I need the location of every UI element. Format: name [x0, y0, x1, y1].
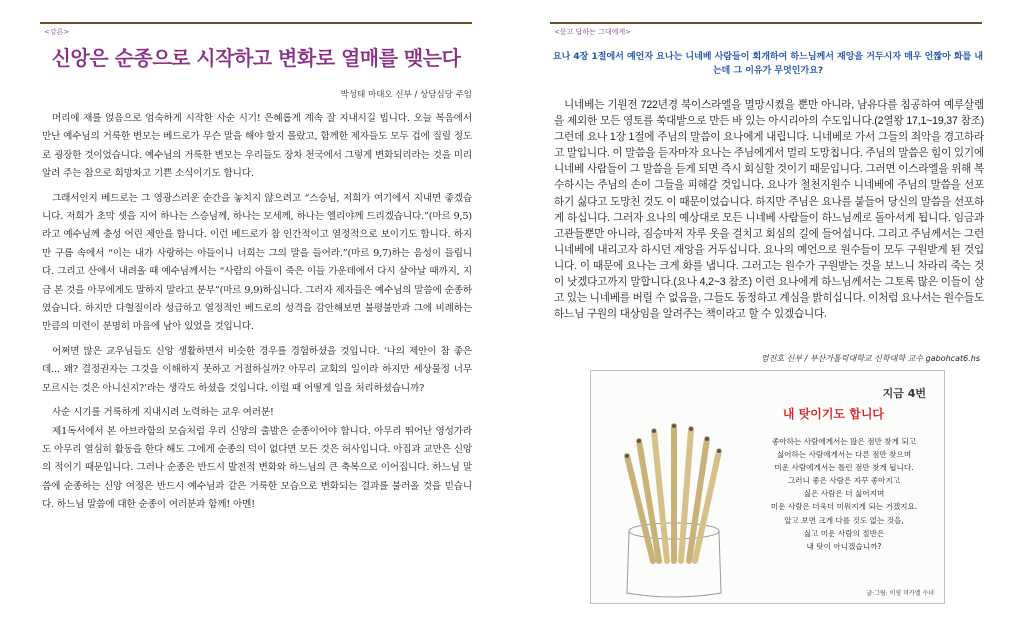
answer-body: [554, 97, 984, 322]
poem-line: 내 탓이 아니겠습니까?: [806, 541, 882, 551]
poem-line: 싫은 사람은 더 싫어지며: [803, 489, 885, 499]
section-tag: <강론>: [44, 28, 70, 36]
poem-line: 미운 사람은 더욱더 미워지게 되는 거겠지요.: [770, 502, 918, 512]
header-rule: [550, 22, 982, 24]
poem-line: 미운 사람에게서는 틀린 점만 찾게 됩니다.: [774, 463, 914, 473]
pencil-cup-illustration: [599, 421, 749, 601]
paragraph: 그래서인지 베드로는 그 영광스러운 순간을 놓치지 않으려고 “스승님, 저희가 여기에서 지내면 좋겠습니다. 저희가 초막 셋을 지어 하나는 스승님께, 하나는 모세께, 하나는 엘리야께 드리겠습니다.”(마르 9,5)라고 예수님께 충성 어린 제안을 합니다. 이런 베드로가 참 인간적이고 열정적으로 보이기도 합니다. 하지만 구름 속에서 “이는 내가 사랑하는 아들이니 너희는 그의 말을 들어라.”(마르 9,7)하는 음성이 들립니다. 그리고 산에서 내려올 때 예수님께서는 “사람의 아들이 죽은 이들 가운데에서 다시 살아날 때까지, 지금 본 것을 아무에게도 말하지 말라고 분부”(마르 9,9)하십니다. 그러자 제자들은 예수님의 말씀에 순종하였습니다. 하지만 다혈질이라 성급하고 열정적인 베드로의 성격을 감안해보면 불평불만과 그에 비례하는 만큼의 미련이 분명히 마음에 남아 있었을 것입니다.: [42, 192, 472, 333]
article-byline: 박성태 마태오 신부 / 상담심당 주임: [340, 90, 472, 100]
poem-line: 좋아하는 사람에게서는 많은 점만 찾게 되고: [771, 437, 917, 446]
poem-line: 알고 보면 크게 다를 것도 없는 것을,: [784, 515, 904, 525]
poem-line: 그러니 좋은 사람은 자꾸 좋아지고: [787, 476, 901, 486]
answer-paragraph: 니네베는 기원전 722년경 북이스라엘을 멸망시켰을 뿐만 아니라, 남유다를 침공하여 예루살렘을 제외한 모든 영토를 쑥대밭으로 만든 바 있는 아시리아의 수도입니다.(2열왕 17,1~19,37 참조) 그런데 요나 1장 1절에 주님의 말씀이 요나에게 내립니다. 니네베로 가서 그들의 죄악을 경고하라고 말입니다. 이 말씀을 듣자마자 요나는 주님에게서 멀리 도망칩니다. 주님의 말씀은 힘이 있기에 니네베 사람들이 그 말씀을 듣게 되면 즉시 회심할 것이기 때문입니다. 그러면 이스라엘을 위해 복수하시는 주님의 손이 그들을 피해갈 것입니다. 요나가 철천지원수 니네베에 주님의 말씀을 선포하기 싫다고 도망친 것도 이 때문이었습니다. 하지만 주님은 요나를 붙들어 당신의 말씀을 선포하게 하십니다. 그러자 요나의 예상대로 모든 니네베 사람들이 하느님께로 돌아서게 됩니다. 임금과 고관들뿐만 아니라, 짐승마저 자루 옷을 걸치고 회심의 길에 들어섭니다. 그리고 주님께서는 그런 니네베에 내리고자 하시던 재앙을 거두십니다. 요나의 예언으로 원수들이 모두 구원받게 된 것입니다. 이 때문에 요나는 크게 화를 냅니다. 그러고는 원수가 구원받는 것을 보느니 차라리 죽는 것이 낫겠다고까지 말합니다.(요나 4,2~3 참조) 이런 요나에게 하느님께서는 그토록 많은 이들이 살고 있는 니네베를 버릴 수 없음을, 그들도 동정하고 계심을 밝히십니다. 이처럼 요나서는 원수들도 하느님 구원의 대상임을 알려주는 책이라고 할 수 있겠습니다.: [554, 99, 984, 321]
poem-text: [769, 435, 919, 553]
header-rule: [40, 22, 472, 24]
paragraph: 사순 시기를 거룩하게 지내시려 노력하는 교우 여러분!: [52, 407, 274, 419]
poem-title: 내 탓이기도 합니다: [782, 407, 884, 421]
poem-number: 지금 4번: [882, 387, 926, 400]
question-heading: 요나 4장 1절에서 예언자 요나는 니네베 사람들이 회개하여 하느님께서 재앙을 거두시자 매우 언짢아 화를 내는데 그 이유가 무엇인가요?: [552, 52, 984, 76]
paragraph: 머리에 재를 얹음으로 엄숙하게 시작한 사순 시기! 은혜롭게 계속 잘 지내시길 빕니다. 오늘 복음에서 만난 예수님의 거룩한 변모는 베드로가 무슨 말을 해야 할지 몰랐고, 함께한 제자들도 모두 겁에 질릴 정도로 굉장한 것이었습니다. 예수님의 거룩한 변모는 우리들도 장차 천국에서 그렇게 변화되리라는 것을 미리 알려 주는 참으로 희망차고 기쁜 소식이기도 합니다.: [42, 113, 472, 180]
poem-line: 싫고 미운 사람의 절반은: [803, 528, 885, 538]
paragraph: 제1독서에서 본 아브라함의 모습처럼 우리 신앙의 출발은 순종이어야 합니다. 아무리 뛰어난 영성가라도 아무리 열심히 활동을 한다 해도 그에게 순종의 덕이 없다면 모든 것은 허사입니다. 아집과 교만은 신앙의 적이기 때문입니다. 그러나 순종은 반드시 발전적 변화와 하느님의 큰 축복으로 이어집니다. 하느님 말씀에 순종하는 신앙 여정은 반드시 예수님과 같은 거룩한 모습으로 변화되는 결과를 불러올 것을 믿습니다. 하느님 말씀에 대한 순종이 여러분과 함께! 아멘!: [42, 425, 472, 511]
poem-credit: 글·그림: 이영 미카엘 수녀: [866, 590, 934, 597]
article-title: 신앙은 순종으로 시작하고 변화로 열매를 맺는다: [51, 46, 461, 70]
poem-line: 싫어하는 사람에게서는 다른 점만 찾으며: [776, 450, 912, 460]
section-tag: <묻고 답하는 그대에게>: [554, 28, 632, 36]
answer-author: 엄진호 신부 / 부산가톨릭대학교 신학대학 교수 gabohcat6.hs: [760, 354, 980, 363]
right-page: [512, 0, 1024, 621]
paragraph: 어쩌면 많은 교우님들도 신앙 생활하면서 비슷한 경우를 경험하셨을 것입니다. ‘나의 제안이 참 좋은데... 왜? 결정권자는 그것을 이해하지 못하고 거절하실까? 아무리 교회의 일이라 하지만 세상물정 너무 모르시는 것은 아니신지?’라는 생각도 하셨을 것입니다. 이럴 때 어떻게 일을 처리하셨습니까?: [42, 345, 472, 394]
poem-card: [590, 370, 945, 604]
article-body: [42, 110, 472, 521]
